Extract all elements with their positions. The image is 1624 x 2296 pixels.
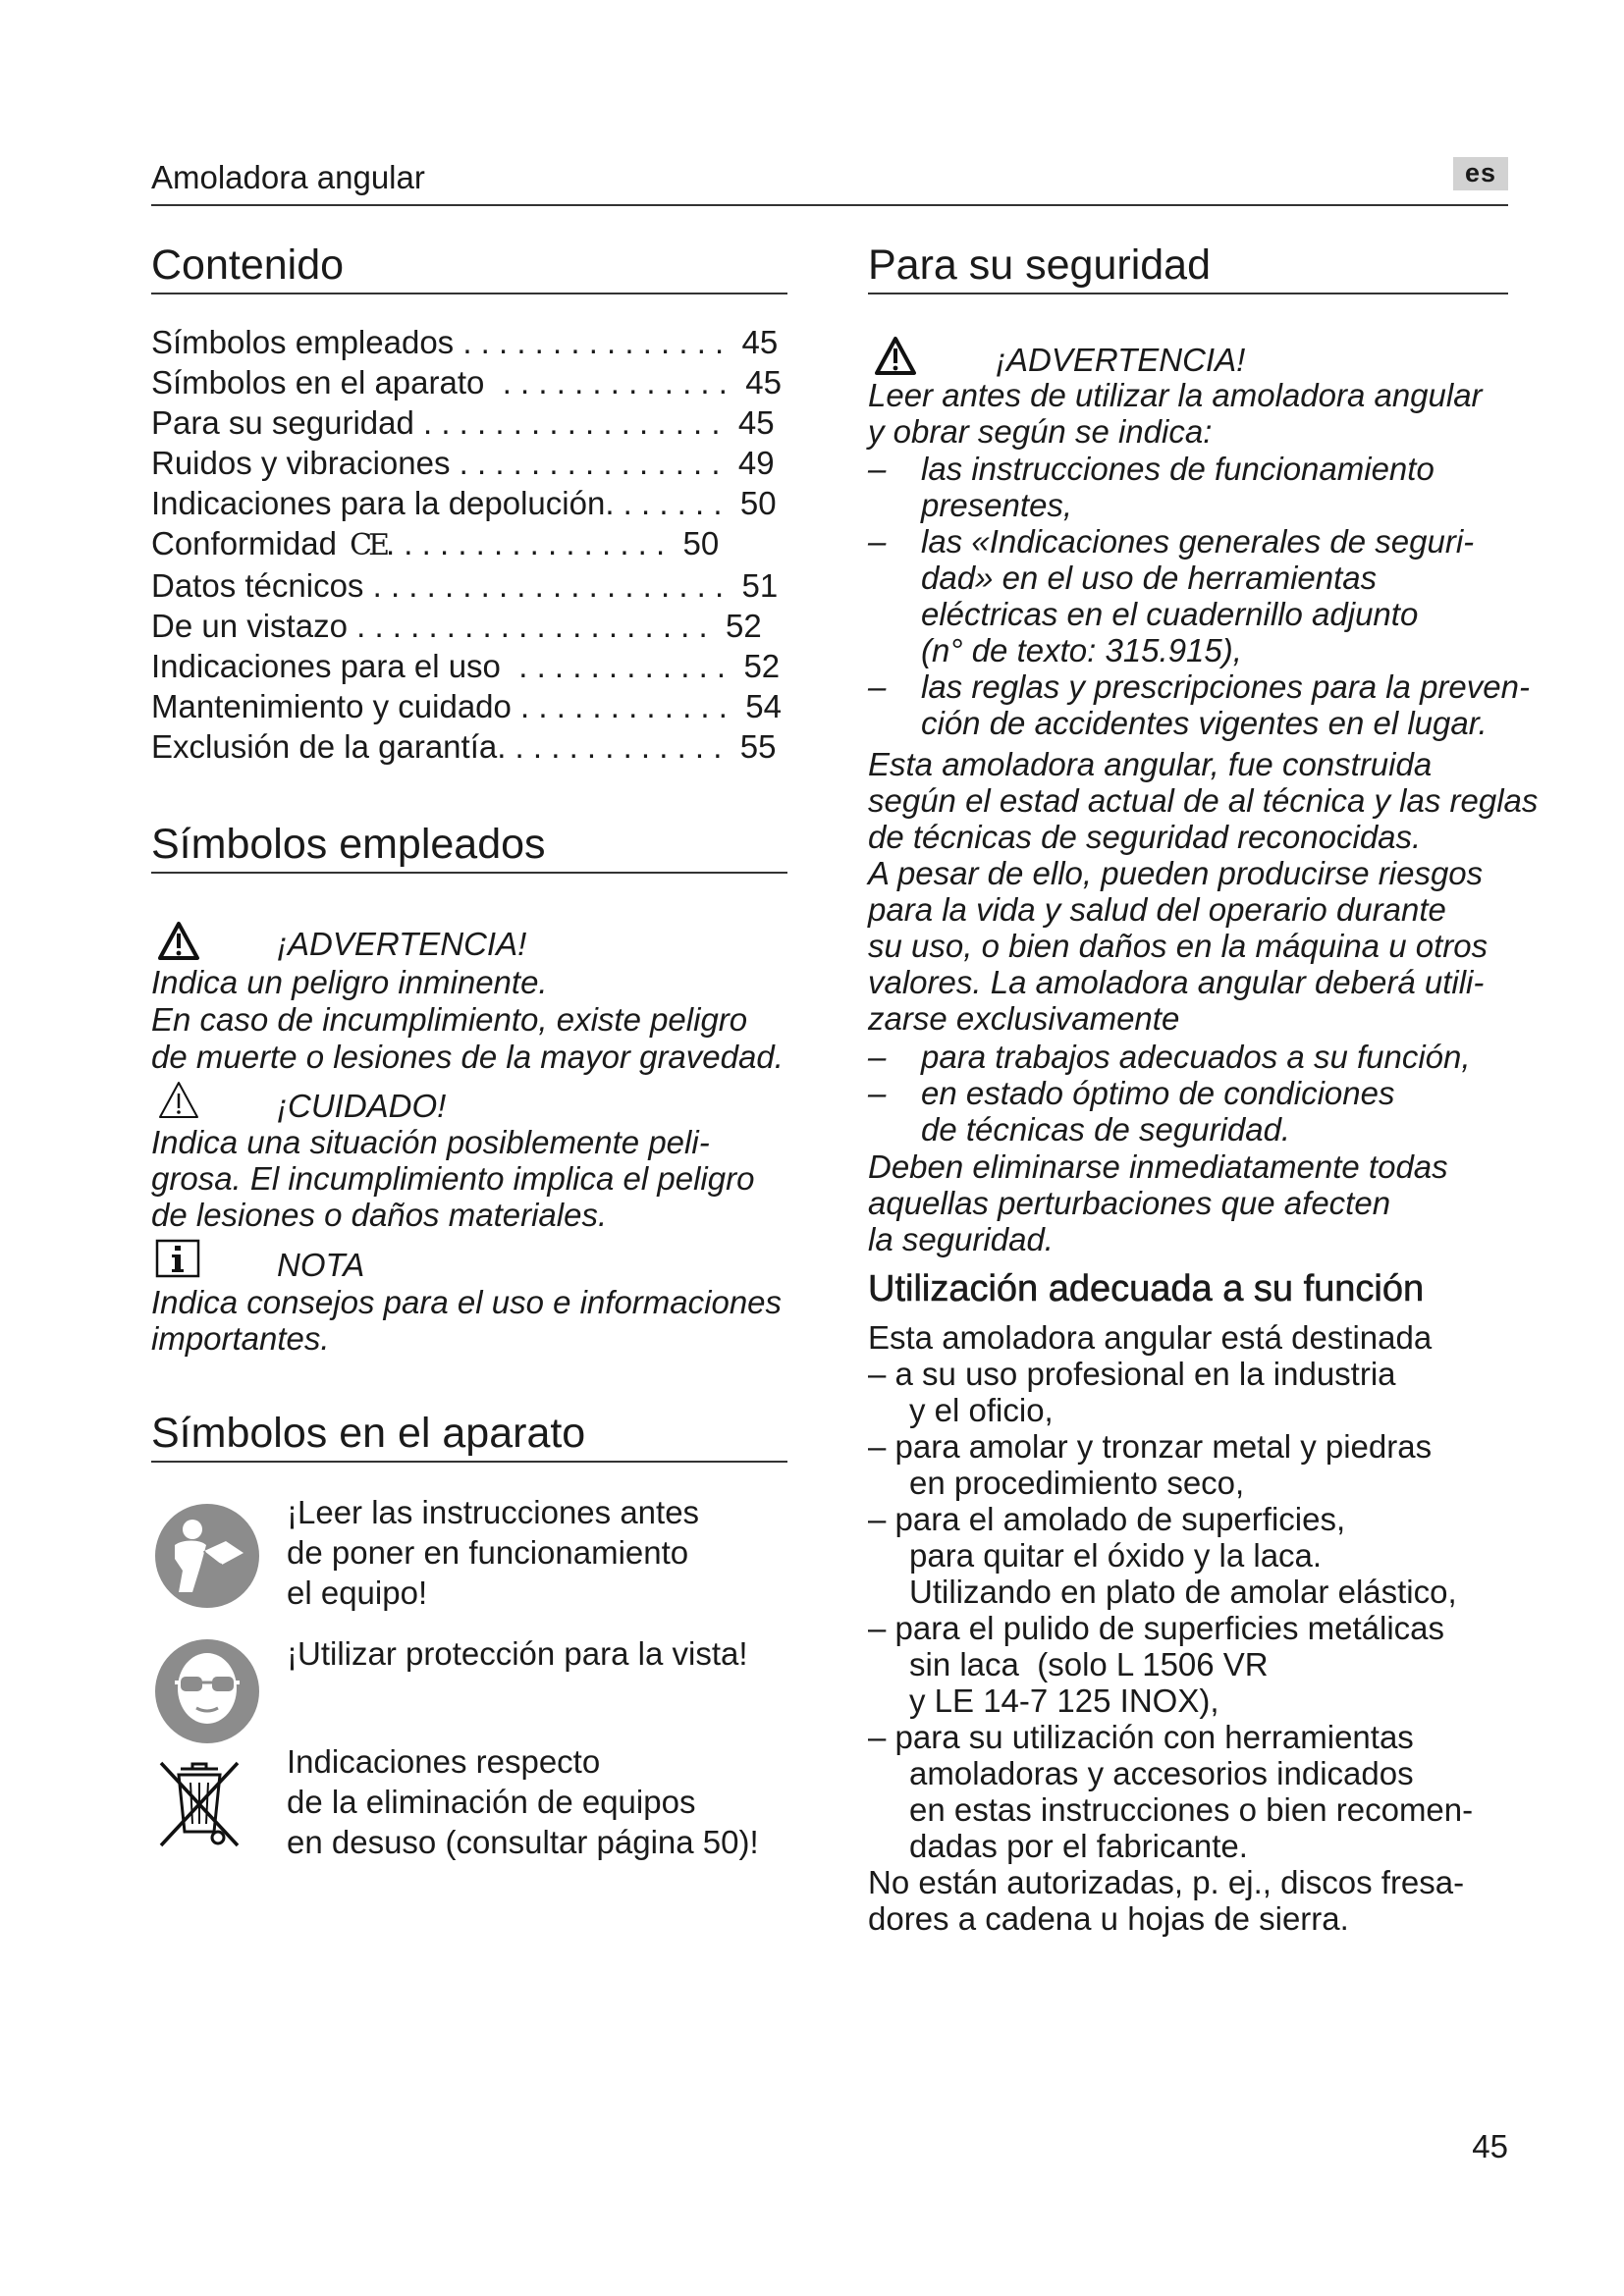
text-line: en procedimiento seco,: [909, 1465, 1245, 1501]
toc-item: Símbolos en el aparato . . . . . . . . . . . . . 45: [151, 364, 782, 400]
device-symbols-heading: Símbolos en el aparato: [151, 1408, 787, 1463]
text-line: de la eliminación de equipos: [287, 1784, 696, 1820]
list-item: – para el pulido de superficies metálicas: [868, 1610, 1445, 1646]
text-line: para el amolado de superficies,: [894, 1501, 1346, 1537]
text-line: en estas instrucciones o bien recomen-: [909, 1791, 1474, 1828]
read-manual-text: [287, 1492, 699, 1613]
text-line: valores. La amoladora angular deberá utili-: [868, 964, 1485, 1000]
text-line: para trabajos adecuados a su función,: [921, 1039, 1471, 1075]
text-line: Utilizando en plato de amolar elástico,: [909, 1574, 1457, 1610]
safety-bullet-list: [868, 451, 1530, 741]
warning-icon: [874, 336, 917, 377]
toc-item: Indicaciones para el uso . . . . . . . . . . . . 52: [151, 648, 781, 684]
text-line: Indicaciones respecto: [287, 1743, 601, 1780]
text-line: Leer antes de utilizar la amoladora angular: [868, 377, 1483, 413]
warning-description: [151, 964, 784, 1076]
text-line: dad» en el uso de herramientas: [921, 560, 1378, 596]
text-line: Indica consejos para el uso e informaciones: [151, 1284, 783, 1320]
text-line: y el oficio,: [909, 1392, 1054, 1428]
text-line: No están autorizadas, p. ej., discos fresa-: [868, 1864, 1465, 1900]
note-label: NOTA: [277, 1247, 365, 1283]
text-line: de poner en funcionamiento: [287, 1534, 689, 1571]
eye-protection-text: [287, 1633, 748, 1674]
text-line: presentes,: [921, 487, 1073, 523]
safety-heading: Para su seguridad: [868, 240, 1508, 294]
safety-warning-label: ¡ADVERTENCIA!: [996, 342, 1246, 378]
text-line: (n° de texto: 315.915),: [921, 632, 1242, 668]
list-item: – para su utilización con herramientas: [868, 1719, 1414, 1755]
text-line: dores a cadena u hojas de sierra.: [868, 1900, 1349, 1937]
toc-item: Indicaciones para la depolución. . . . . . . 50: [151, 485, 777, 521]
list-item: – en estado óptimo de condiciones: [868, 1075, 1395, 1111]
disposal-text: [287, 1741, 759, 1862]
warning-icon: [157, 921, 200, 962]
text-line: importantes.: [151, 1320, 330, 1357]
caution-label: ¡CUIDADO!: [277, 1088, 447, 1124]
toc-item: Exclusión de la garantía. . . . . . . . . . . . . 55: [151, 728, 777, 765]
text-line: de muerte o lesiones de la mayor gravedad.: [151, 1039, 784, 1075]
text-line: de lesiones o daños materiales.: [151, 1197, 608, 1233]
toc-item: De un vistazo . . . . . . . . . . . . . . . . . . . . 52: [151, 608, 762, 644]
text-line: Indica una situación posiblemente peli-: [151, 1124, 710, 1160]
warning-label: ¡ADVERTENCIA!: [277, 926, 527, 962]
text-line: grosa. El incumplimiento implica el peligro: [151, 1160, 755, 1197]
language-badge: es: [1453, 157, 1508, 190]
text-line: a su uso profesional en la industria: [894, 1356, 1396, 1392]
text-line: aquellas perturbaciones que afecten: [868, 1185, 1391, 1221]
text-line: amoladoras y accesorios indicados: [909, 1755, 1414, 1791]
toc-item: Símbolos empleados . . . . . . . . . . . . . . . 45: [151, 324, 779, 360]
proper-use-body: [868, 1319, 1473, 1937]
list-item: – las «Indicaciones generales de seguri-: [868, 523, 1475, 560]
eye-protection-icon: [153, 1637, 261, 1745]
list-item: – las reglas y prescripciones para la preven-: [868, 668, 1530, 705]
toc-item: Datos técnicos . . . . . . . . . . . . . . . . . . . . 51: [151, 567, 779, 604]
text-line: de técnicas de seguridad reconocidas.: [868, 819, 1422, 855]
list-item: – para el amolado de superficies,: [868, 1501, 1346, 1537]
text-line: Esta amoladora angular, fue construida: [868, 746, 1433, 782]
text-line: ¡Utilizar protección para la vista!: [287, 1635, 748, 1672]
text-line: las reglas y prescripciones para la preven-: [921, 668, 1530, 705]
text-line: zarse exclusivamente: [868, 1000, 1180, 1037]
read-manual-icon: [153, 1502, 261, 1610]
symbols-used-heading: Símbolos empleados: [151, 819, 787, 874]
toc-item: Para su seguridad . . . . . . . . . . . . . . . . . 45: [151, 404, 775, 441]
text-line: en desuso (consultar página 50)!: [287, 1824, 759, 1860]
text-line: el equipo!: [287, 1575, 428, 1611]
list-item: – a su uso profesional en la industria: [868, 1356, 1396, 1392]
info-icon: [155, 1239, 200, 1278]
text-line: para quitar el óxido y la laca.: [909, 1537, 1323, 1574]
text-line: ¡Leer las instrucciones antes: [287, 1494, 700, 1530]
conformity-label: Conformidad: [151, 525, 337, 561]
ce-mark-icon: CE: [350, 528, 386, 562]
toc-item-conformity: [151, 523, 782, 565]
page-header: [151, 157, 1508, 206]
toc-item: Mantenimiento y cuidado . . . . . . . . . . . . 54: [151, 688, 782, 724]
safety-closing: [868, 1148, 1448, 1257]
text-line: según el estad actual de al técnica y las reglas: [868, 782, 1539, 819]
safety-intro: [868, 377, 1483, 450]
text-line: y obrar según se indica:: [868, 413, 1213, 450]
safety-body: [868, 746, 1538, 1037]
conformity-page: . . . . . . . . . . . . . . . . 50: [385, 525, 720, 561]
text-line: su uso, o bien daños en la máquina u otros: [868, 928, 1489, 964]
text-line: Deben eliminarse inmediatamente todas: [868, 1148, 1448, 1185]
toc-item: Ruidos y vibraciones . . . . . . . . . . . . . . . 49: [151, 445, 775, 481]
text-line: para su utilización con herramientas: [894, 1719, 1414, 1755]
text-line: sin laca (solo L 1506 VR: [909, 1646, 1269, 1682]
text-line: la seguridad.: [868, 1221, 1054, 1257]
text-line: en estado óptimo de condiciones: [921, 1075, 1395, 1111]
contents-heading: Contenido: [151, 240, 787, 294]
list-item: – las instrucciones de funcionamiento: [868, 451, 1435, 487]
text-line: las «Indicaciones generales de seguri-: [921, 523, 1475, 560]
text-line: ción de accidentes vigentes en el lugar.: [921, 705, 1488, 741]
list-item: – para amolar y tronzar metal y piedras: [868, 1428, 1433, 1465]
caution-icon: [157, 1080, 200, 1121]
text-line: las instrucciones de funcionamiento: [921, 451, 1435, 487]
text-line: para la vida y salud del operario durante: [868, 891, 1446, 928]
proper-use-heading: Utilización adecuada a su función: [868, 1268, 1425, 1309]
safety-bullet-list-2: [868, 1039, 1471, 1148]
text-line: Esta amoladora angular está destinada: [868, 1319, 1433, 1356]
list-item: – para trabajos adecuados a su función,: [868, 1039, 1471, 1075]
text-line: de técnicas de seguridad.: [921, 1111, 1291, 1148]
document-title: Amoladora angular: [151, 159, 425, 195]
caution-description: [151, 1124, 754, 1233]
text-line: dadas por el fabricante.: [909, 1828, 1248, 1864]
page-number: 45: [1472, 2128, 1508, 2164]
text-line: y LE 14-7 125 INOX),: [909, 1682, 1219, 1719]
note-description: [151, 1284, 782, 1357]
text-line: A pesar de ello, pueden producirse riesgos: [868, 855, 1484, 891]
text-line: para el pulido de superficies metálicas: [894, 1610, 1445, 1646]
disposal-bin-icon: [155, 1755, 244, 1853]
text-line: En caso de incumplimiento, existe peligro: [151, 1001, 748, 1038]
text-line: para amolar y tronzar metal y piedras: [894, 1428, 1433, 1465]
text-line: Indica un peligro inminente.: [151, 964, 548, 1000]
text-line: eléctricas en el cuadernillo adjunto: [921, 596, 1419, 632]
table-of-contents: [151, 322, 782, 767]
